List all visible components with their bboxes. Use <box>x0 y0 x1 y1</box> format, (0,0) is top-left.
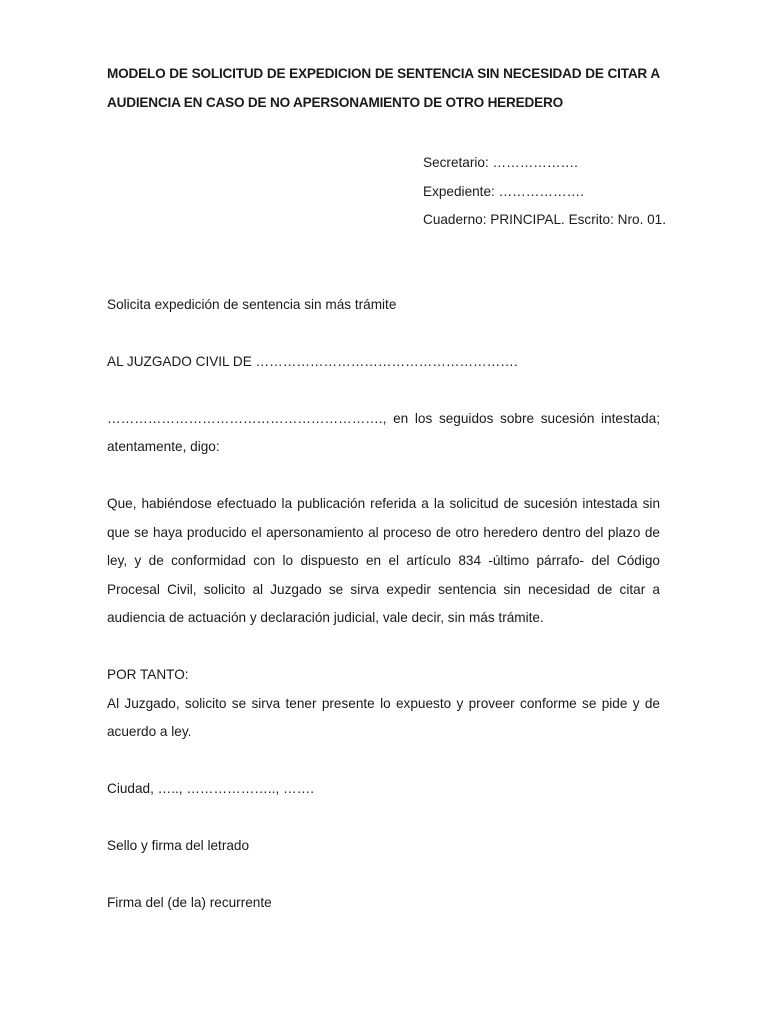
intro-paragraph: ……………………………………………………., en los seguidos sobre sucesión intestada; atentamente, digo: <box>107 410 660 454</box>
cuaderno-line: Cuaderno: PRINCIPAL. Escrito: Nro. 01. <box>423 212 667 227</box>
lawyer-signature-line: Sello y firma del letrado <box>107 838 250 853</box>
por-tanto-paragraph: Al Juzgado, solicito se sirva tener presente lo expuesto y proveer conforme se pide y de acuerdo a ley. <box>107 695 660 739</box>
applicant-signature-line: Firma del (de la) recurrente <box>107 895 272 910</box>
sumilla: Solicita expedición de sentencia sin más trámite <box>107 296 397 312</box>
secretario-line: Secretario: ………………. <box>423 155 578 170</box>
expediente-line: Expediente: ………………. <box>423 183 584 199</box>
document-title: MODELO DE SOLICITUD DE EXPEDICION DE SENTENCIA SIN NECESIDAD DE CITAR A AUDIENCIA EN CASO DE NO APERSONAMIENTO DE OTRO HEREDERO <box>107 66 660 110</box>
city-date-line: Ciudad, ….., ……………….., ……. <box>107 781 314 796</box>
body-paragraph: Que, habiéndose efectuado la publicación referida a la solicitud de sucesión intestada sin que se haya producido el apersonamiento al proceso de otro heredero dentro del plazo de ley, y de conformidad con lo dispuesto en el artículo 834 -último párrafo- del Código Procesal Civil, solicito al Juzgado se sirva expedir sentencia sin necesidad de citar a audiencia de actuación y declaración judicial, vale decir, sin más trámite. <box>107 496 660 625</box>
por-tanto-label: POR TANTO: <box>107 667 189 682</box>
addressee: AL JUZGADO CIVIL DE …………………………………………………. <box>107 353 518 369</box>
document-page <box>107 60 667 918</box>
case-reference-block <box>423 149 667 235</box>
